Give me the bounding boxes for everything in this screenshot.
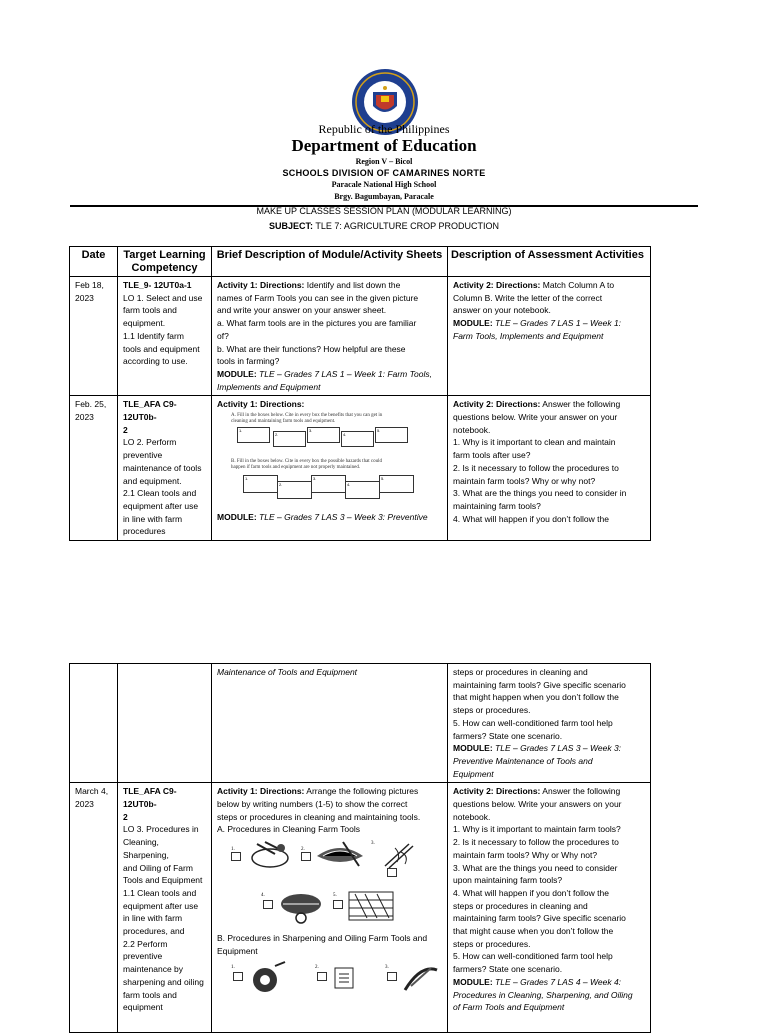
- table-row: [70, 396, 651, 541]
- storage-rack-picture: [347, 888, 395, 924]
- column-header-date: Date: [70, 247, 118, 277]
- washing-tools-picture: [245, 838, 295, 870]
- date-cell: Feb 18, 2023: [70, 277, 118, 396]
- module-cell: Maintenance of Tools and Equipment: [212, 664, 448, 783]
- subject-label: SUBJECT:: [268, 221, 313, 231]
- republic-heading: Republic of the Philippines: [318, 122, 450, 136]
- column-header-assessment: Description of Assessment Activities: [448, 247, 651, 277]
- answer-box: 3.: [307, 427, 340, 443]
- module-cell: Activity 1: Directions: Identify and list down the names of Farm Tools you can see in the given picture and write your answer on your answer sheet. a. What farm tools are in the pictures you are familiar of? b. What are their functions? How helpful are these tools in farming? MODULE: TLE – Grades 7 LAS 1 – Week 1: Farm Tools, Implements and Equipment: [212, 277, 448, 396]
- session-plan-table-continued: [69, 663, 651, 1033]
- answer-box: 1.: [243, 475, 278, 493]
- address-heading: Brgy. Bagumbayan, Paracale: [334, 192, 434, 201]
- number-box: [231, 852, 241, 861]
- number-box: [387, 868, 397, 877]
- number-box: [263, 900, 273, 909]
- drying-tool-picture: [379, 838, 419, 872]
- subject-line: [0, 221, 768, 231]
- department-heading: Department of Education: [291, 136, 477, 155]
- region-heading: Region V – Bicol: [355, 157, 413, 166]
- answer-box: 2.: [277, 481, 312, 499]
- division-heading: SCHOOLS DIVISION OF CAMARINES NORTE: [282, 168, 486, 178]
- scrubbing-tool-picture: [313, 838, 367, 872]
- cleaning-procedure-pictures: 1. 2. 3. 4. 5.: [217, 838, 442, 930]
- answer-box: 2.: [273, 431, 306, 447]
- number-box: [387, 972, 397, 981]
- sharpening-procedure-pictures: 1. 2. 3.: [217, 960, 442, 998]
- oil-can-picture: [331, 962, 359, 992]
- module-cell: Activity 1: Directions: A. Fill in the boxes below. Cite in every box the benefits that you can get in cleaning and maintaining farm tools and equipment. 1. 2. 3. 4. 5. B. Fill in the boxes below. Cite in every box the possible hazards that could happen if farm tools and equipment are not properly maintained. 1. 2. 3. 4. 5. MODULE: TLE – Grades 7 LAS 3 – Week 3: Preventive: [212, 396, 448, 541]
- answer-box: 4.: [345, 481, 380, 499]
- number-box: [301, 852, 311, 861]
- answer-box: 4.: [341, 431, 374, 447]
- module-cell: Activity 1: Directions: Arrange the following pictures below by writing numbers (1-5) to show the correct steps or procedures in cleaning and maintaining tools. A. Procedures in Cleaning Farm Tools 1. 2. 3. 4. 5. B. Procedures in Sharpening and Oiling Farm Tools and Equipment 1. 2. 3.: [212, 783, 448, 1033]
- number-box: [333, 900, 343, 909]
- subject-value: TLE 7: AGRICULTURE CROP PRODUCTION: [315, 221, 500, 231]
- competency-cell: [118, 664, 212, 783]
- filing-tool-picture: [401, 960, 441, 996]
- assessment-cell: steps or procedures in cleaning and maintaining farm tools? Give specific scenario that might happen when you don’t follow the steps or procedures. 5. How can well-conditioned farm tool help farmers? State one scenario. MODULE: TLE – Grades 7 LAS 3 – Week 3: Preventive Maintenance of Tools and Equipment: [448, 664, 651, 783]
- assessment-cell: Activity 2: Directions: Answer the following questions below. Write your answers on your notebook. 1. Why is it important to maintain farm tools? 2. Is it necessary to follow the procedures to maintain farm tools? Why or Why not? 3. What are the things you need to consider upon maintaining farm tools? 4. What will happen if you don’t follow the steps or procedures in cleaning and maintaining farm tools? Give specific scenario that might cause when you don’t follow the steps or procedures. 5. How can well-conditioned farm tool help farmers? State one scenario. MODULE: TLE – Grades 7 LAS 4 – Week 4: Procedures in Cleaning, Sharpening, and Oiling of Farm Tools and Equipment: [448, 783, 651, 1033]
- competency-cell: TLE_AFA C9- 12UT0b- 2 LO 2. Perform preventive maintenance of tools and equipment. 2.1 Clean tools and equipment after use in line with farm procedures: [118, 396, 212, 541]
- answer-box: 5.: [379, 475, 414, 493]
- answer-box: 3.: [311, 475, 346, 493]
- number-box: [317, 972, 327, 981]
- column-header-module: Brief Description of Module/Activity Sheets: [212, 247, 448, 277]
- competency-cell: TLE_9- 12UT0a-1 LO 1. Select and use farm tools and equipment. 1.1 Identify farm tools and equipment according to use.: [118, 277, 212, 396]
- plan-title: MAKE UP CLASSES SESSION PLAN (MODULAR LEARNING): [256, 206, 512, 216]
- number-box: [233, 972, 243, 981]
- date-cell: [70, 664, 118, 783]
- table-row: [70, 277, 651, 396]
- sharpening-tool-picture: [247, 960, 287, 996]
- answer-box: 1.: [237, 427, 270, 443]
- session-plan-table: [69, 246, 651, 541]
- table-row: [70, 783, 651, 1033]
- school-heading: Paracale National High School: [331, 180, 437, 189]
- fill-in-boxes-figure: A. Fill in the boxes below. Cite in every box the benefits that you can get in cleaning and maintaining farm tools and equipment. 1. 2. 3. 4. 5. B. Fill in the boxes below. Cite in every box the possible hazards that could happen if farm tools and equipment are not properly maintained. 1. 2. 3. 4. 5.: [217, 413, 442, 509]
- table-header-row: [70, 247, 651, 277]
- assessment-cell: Activity 2: Directions: Match Column A to Column B. Write the letter of the correct answer on your notebook. MODULE: TLE – Grades 7 LAS 1 – Week 1: Farm Tools, Implements and Equipment: [448, 277, 651, 396]
- column-header-competency: Target Learning Competency: [118, 247, 212, 277]
- wheelbarrow-picture: [277, 888, 325, 924]
- competency-code: TLE_9- 12UT0a-1: [123, 280, 192, 290]
- assessment-cell: Activity 2: Directions: Answer the following questions below. Write your answer on your notebook. 1. Why is it important to clean and maintain farm tools after use? 2. Is it necessary to follow the procedures to maintain farm tools? Why or why not? 3. What are the things you need to consider in maintaining farm tools? 4. What will happen if you don’t follow the: [448, 396, 651, 541]
- page-2: [0, 660, 768, 1024]
- answer-box: 5.: [375, 427, 408, 443]
- table-row: [70, 664, 651, 783]
- date-cell: March 4, 2023: [70, 783, 118, 1033]
- date-cell: Feb. 25, 2023: [70, 396, 118, 541]
- competency-cell: TLE_AFA C9- 12UT0b- 2 LO 3. Procedures in Cleaning, Sharpening, and Oiling of Farm Tools and Equipment 1.1 Clean tools and equipment after use in line with farm procedures, and 2.2 Perform preventive maintenance by sharpening and oiling farm tools and equipment: [118, 783, 212, 1033]
